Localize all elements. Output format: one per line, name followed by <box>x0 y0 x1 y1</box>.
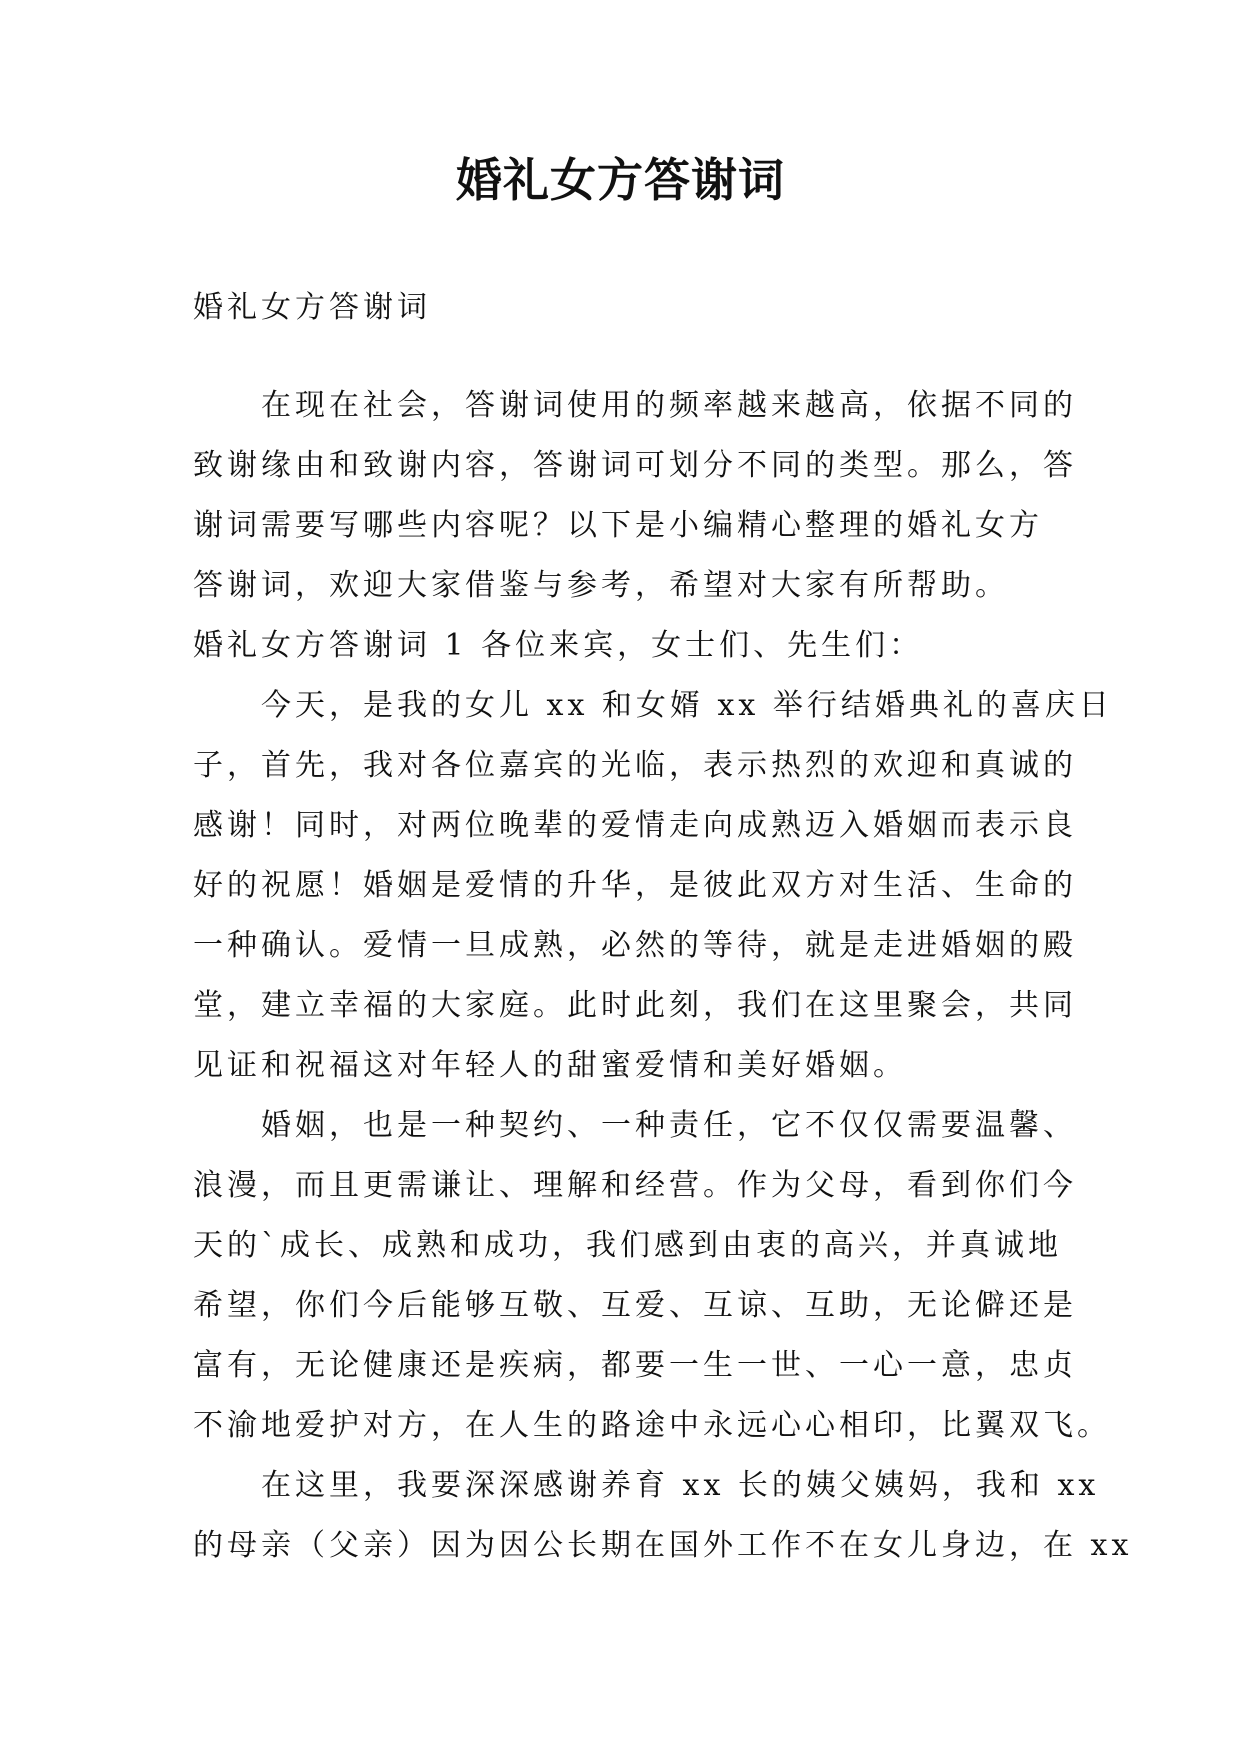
paragraph-line: 不渝地爱护对方，在人生的路途中永远心心相印，比翼双飞。 <box>193 1408 1111 1443</box>
paragraph-line: 答谢词，欢迎大家借鉴与参考，希望对大家有所帮助。 <box>193 568 1009 603</box>
paragraph-line: 堂，建立幸福的大家庭。此时此刻，我们在这里聚会，共同 <box>193 988 1077 1023</box>
paragraph-line: 希望，你们今后能够互敬、互爱、互谅、互助，无论僻还是 <box>193 1288 1077 1323</box>
paragraph-line: 浪漫，而且更需谦让、理解和经营。作为父母，看到你们今 <box>193 1168 1077 1203</box>
paragraph-line: 富有，无论健康还是疾病，都要一生一世、一心一意，忠贞 <box>193 1348 1077 1383</box>
paragraph-line: 在这里，我要深深感谢养育 xx 长的姨父姨妈，我和 xx <box>193 1468 1100 1503</box>
document-subtitle: 婚礼女方答谢词 <box>193 290 431 325</box>
paragraph-line: 致谢缘由和致谢内容，答谢词可划分不同的类型。那么，答 <box>193 448 1077 483</box>
paragraph-line: 见证和祝福这对年轻人的甜蜜爱情和美好婚姻。 <box>193 1048 907 1083</box>
paragraph-line: 一种确认。爱情一旦成熟，必然的等待，就是走进婚姻的殿 <box>193 928 1077 963</box>
paragraph-line: 今天，是我的女儿 xx 和女婿 xx 举行结婚典礼的喜庆日 <box>193 688 1113 723</box>
paragraph-line: 在现在社会，答谢词使用的频率越来越高，依据不同的 <box>193 388 1077 423</box>
paragraph-line: 婚礼女方答谢词 1 各位来宾，女士们、先生们： <box>193 628 924 663</box>
paragraph-line: 的母亲（父亲）因为因公长期在国外工作不在女儿身边，在 xx <box>193 1528 1133 1563</box>
paragraph-line: 谢词需要写哪些内容呢？以下是小编精心整理的婚礼女方 <box>193 508 1043 543</box>
paragraph-line: 感谢！同时，对两位晚辈的爱情走向成熟迈入婚姻而表示良 <box>193 808 1077 843</box>
document-title: 婚礼女方答谢词 <box>456 153 785 207</box>
paragraph-line: 天的`成长、成熟和成功，我们感到由衷的高兴，并真诚地 <box>193 1228 1062 1263</box>
document-body <box>193 290 1133 1564</box>
paragraph-line: 子，首先，我对各位嘉宾的光临，表示热烈的欢迎和真诚的 <box>193 748 1077 783</box>
paragraph-line: 婚姻，也是一种契约、一种责任，它不仅仅需要温馨、 <box>193 1108 1077 1143</box>
paragraph-line: 好的祝愿！婚姻是爱情的升华，是彼此双方对生活、生命的 <box>193 868 1077 903</box>
